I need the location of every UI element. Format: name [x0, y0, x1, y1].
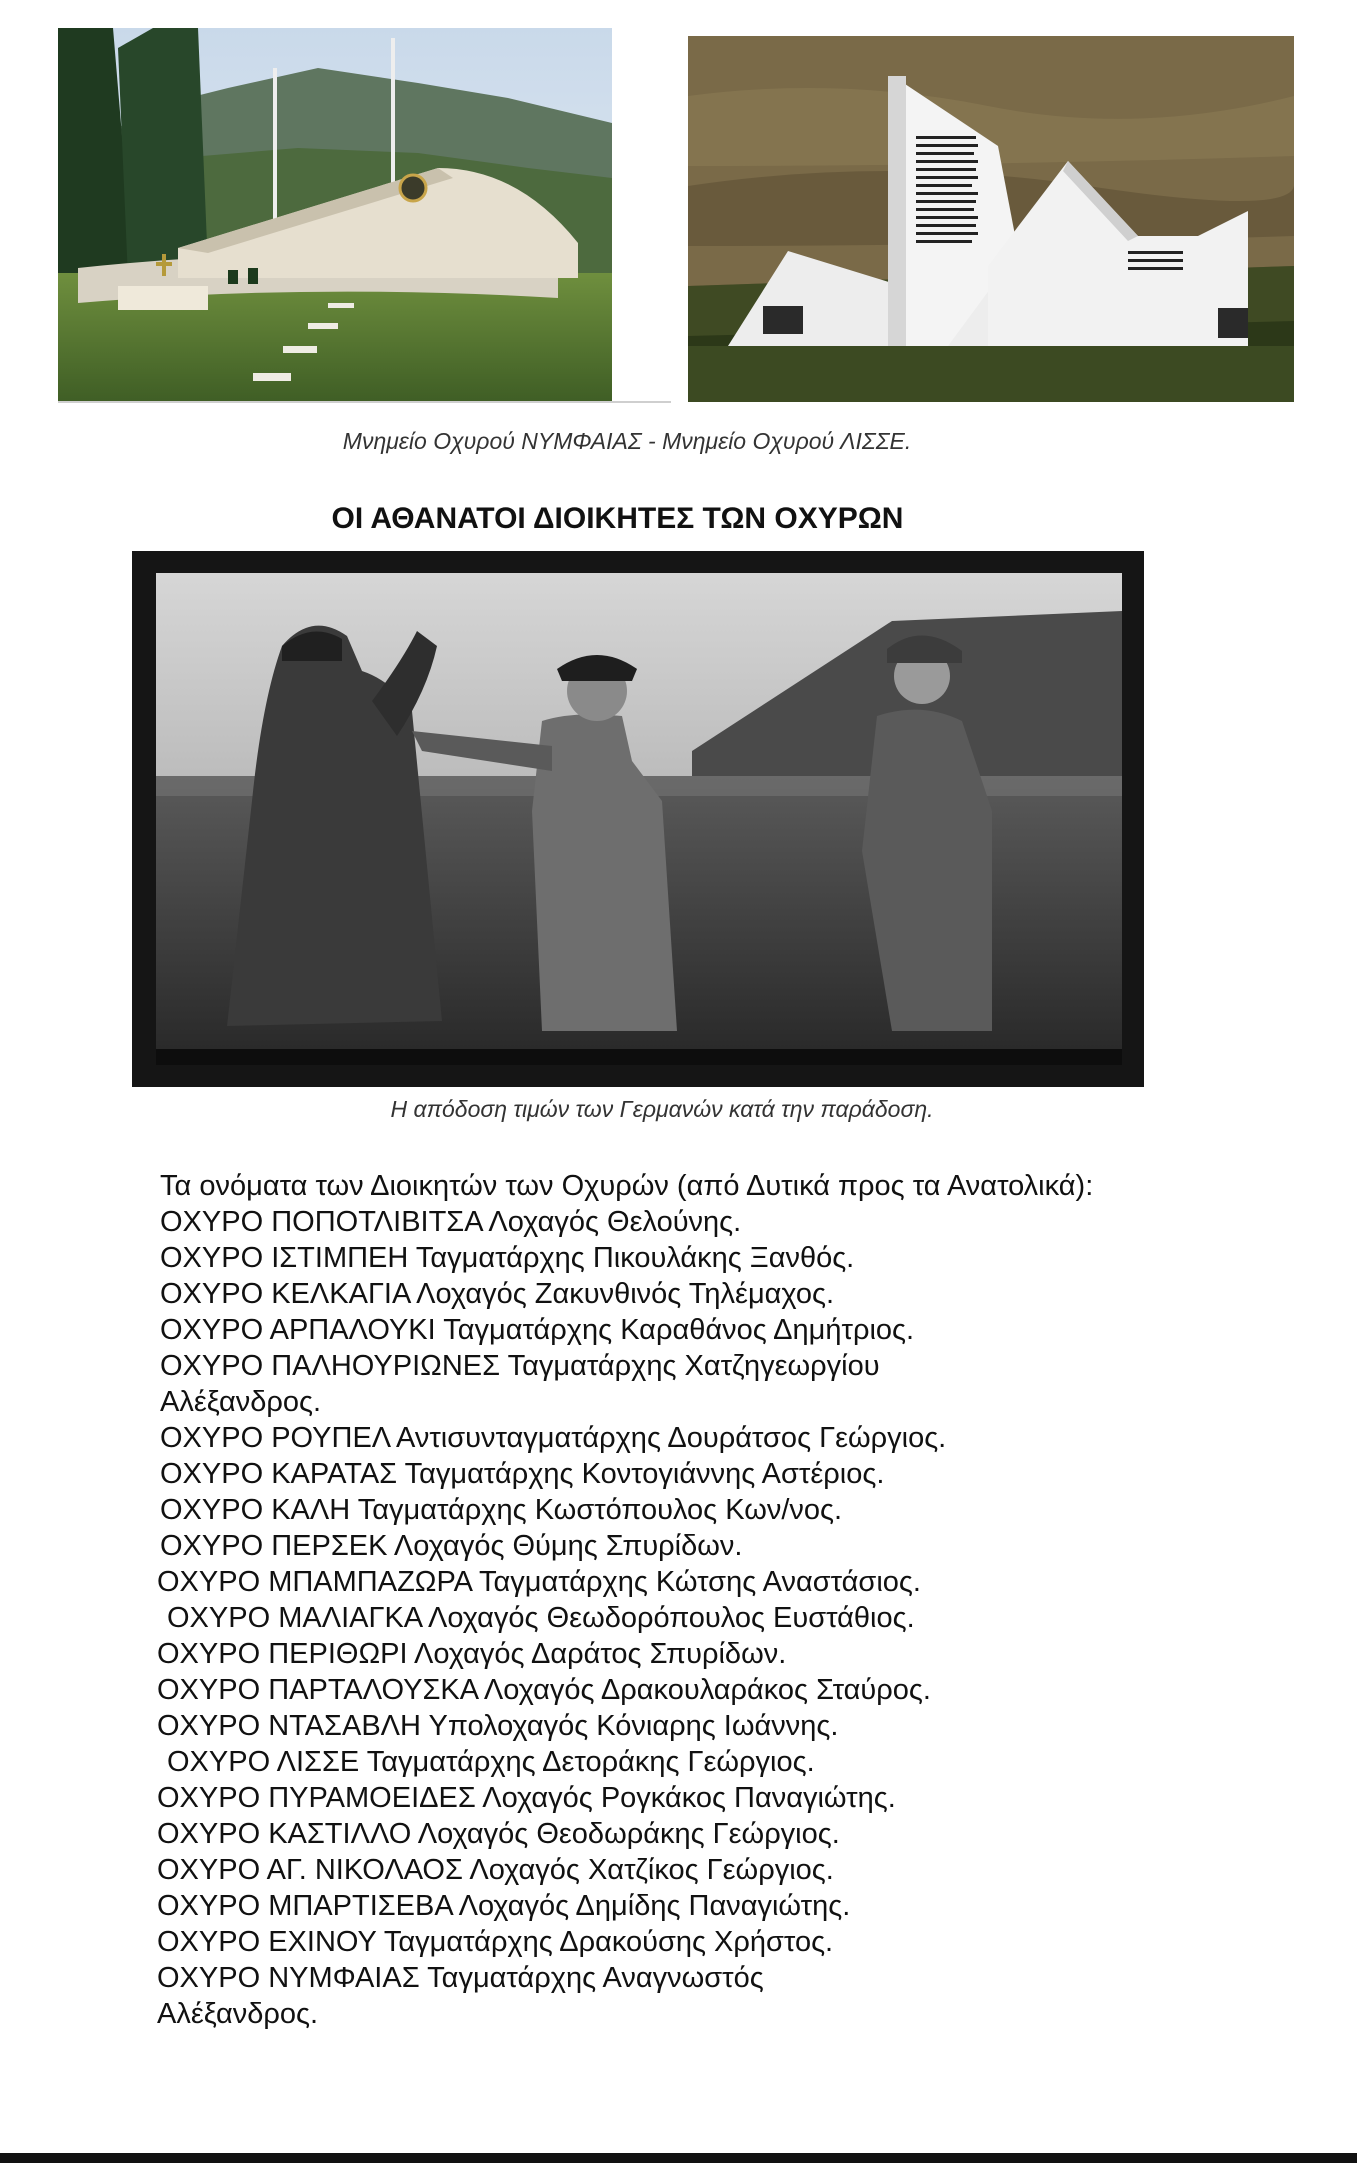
list-item: ΟΧΥΡΟ ΚΑΡΑΤΑΣ Ταγματάρχης Κοντογιάννης Αστέριος. [160, 1458, 885, 1490]
list-item: ΟΧΥΡΟ ΛΙΣΣΕ Ταγματάρχης Δετοράκης Γεώργιος. [167, 1746, 815, 1778]
list-item: ΟΧΥΡΟ ΠΑΛΗΟΥΡΙΩΝΕΣ Ταγματάρχης Χατζηγεωργίου [160, 1350, 880, 1382]
nymfaia-monument-photo [58, 28, 612, 402]
monuments-caption: Μνημείο Οχυρού ΝΥΜΦΑΙΑΣ - Μνημείο Οχυρού ΛΙΣΣΕ. [342, 428, 912, 454]
page-bottom-rule [0, 2153, 1357, 2163]
list-item: ΟΧΥΡΟ ΠΕΡΣΕΚ Λοχαγός Θύμης Σπυρίδων. [160, 1530, 743, 1562]
list-item: ΟΧΥΡΟ ΚΑΛΗ Ταγματάρχης Κωστόπουλος Κων/νος. [160, 1494, 843, 1526]
surrender-honors-photo [132, 551, 1144, 1087]
list-item: Αλέξανδρος. [160, 1386, 322, 1418]
list-item: ΟΧΥΡΟ ΚΑΣΤΙΛΛΟ Λοχαγός Θεοδωράκης Γεώργιος. [157, 1818, 840, 1850]
surrender-photo-caption: Η απόδοση τιμών των Γερμανών κατά την παράδοση. [390, 1096, 934, 1122]
list-item: ΟΧΥΡΟ ΝΤΑΣΑΒΛΗ Υπολοχαγός Κόνιαρης Ιωάννης. [157, 1710, 839, 1742]
list-item: ΟΧΥΡΟ ΝΥΜΦΑΙΑΣ Ταγματάρχης Αναγνωστός [157, 1962, 764, 1994]
list-item: ΟΧΥΡΟ ΜΠΑΡΤΙΣΕΒΑ Λοχαγός Δημίδης Παναγιώτης. [157, 1890, 851, 1922]
list-item: ΟΧΥΡΟ ΙΣΤΙΜΠΕΗ Ταγματάρχης Πικουλάκης Ξανθός. [160, 1242, 855, 1274]
list-item: ΟΧΥΡΟ ΠΟΠΟΤΛΙΒΙΤΣΑ Λοχαγός Θελούνης. [160, 1206, 742, 1238]
list-item: ΟΧΥΡΟ ΚΕΛΚΑΓΙΑ Λοχαγός Ζακυνθινός Τηλέμαχος. [160, 1278, 835, 1310]
commanders-list-intro: Τα ονόματα των Διοικητών των Οχυρών (από Δυτικά προς τα Ανατολικά): [160, 1170, 1094, 1202]
list-item: ΟΧΥΡΟ ΜΑΛΙΑΓΚΑ Λοχαγός Θεωδορόπουλος Ευστάθιος. [167, 1602, 915, 1634]
list-item: ΟΧΥΡΟ ΜΠΑΜΠΑΖΩΡΑ Ταγματάρχης Κώτσης Αναστάσιος. [157, 1566, 921, 1598]
list-item: Αλέξανδρος. [157, 1998, 319, 2030]
list-item: ΟΧΥΡΟ ΠΕΡΙΘΩΡΙ Λοχαγός Δαράτος Σπυρίδων. [157, 1638, 787, 1670]
list-item: ΟΧΥΡΟ ΑΡΠΑΛΟΥΚΙ Ταγματάρχης Καραθάνος Δημήτριος. [160, 1314, 915, 1346]
list-item: ΟΧΥΡΟ ΑΓ. ΝΙΚΟΛΑΟΣ Λοχαγός Χατζίκος Γεώργιος. [157, 1854, 834, 1886]
commanders-list [157, 1168, 1280, 2032]
list-item: ΟΧΥΡΟ ΕΧΙΝΟΥ Ταγματάρχης Δρακούσης Χρήστος. [157, 1926, 834, 1958]
page-title: ΟΙ ΑΘΑΝΑΤΟΙ ΔΙΟΙΚΗΤΕΣ ΤΩΝ ΟΧΥΡΩΝ [331, 502, 904, 535]
list-item: ΟΧΥΡΟ ΠΥΡΑΜΟΕΙΔΕΣ Λοχαγός Ρογκάκος Παναγιώτης. [157, 1782, 896, 1814]
photo-baseline-rule [58, 401, 671, 403]
lisse-monument-photo [688, 36, 1294, 402]
list-item: ΟΧΥΡΟ ΡΟΥΠΕΛ Αντισυνταγματάρχης Δουράτσος Γεώργιος. [160, 1422, 947, 1454]
list-item: ΟΧΥΡΟ ΠΑΡΤΑΛΟΥΣΚΑ Λοχαγός Δρακουλαράκος Σταύρος. [157, 1674, 931, 1706]
